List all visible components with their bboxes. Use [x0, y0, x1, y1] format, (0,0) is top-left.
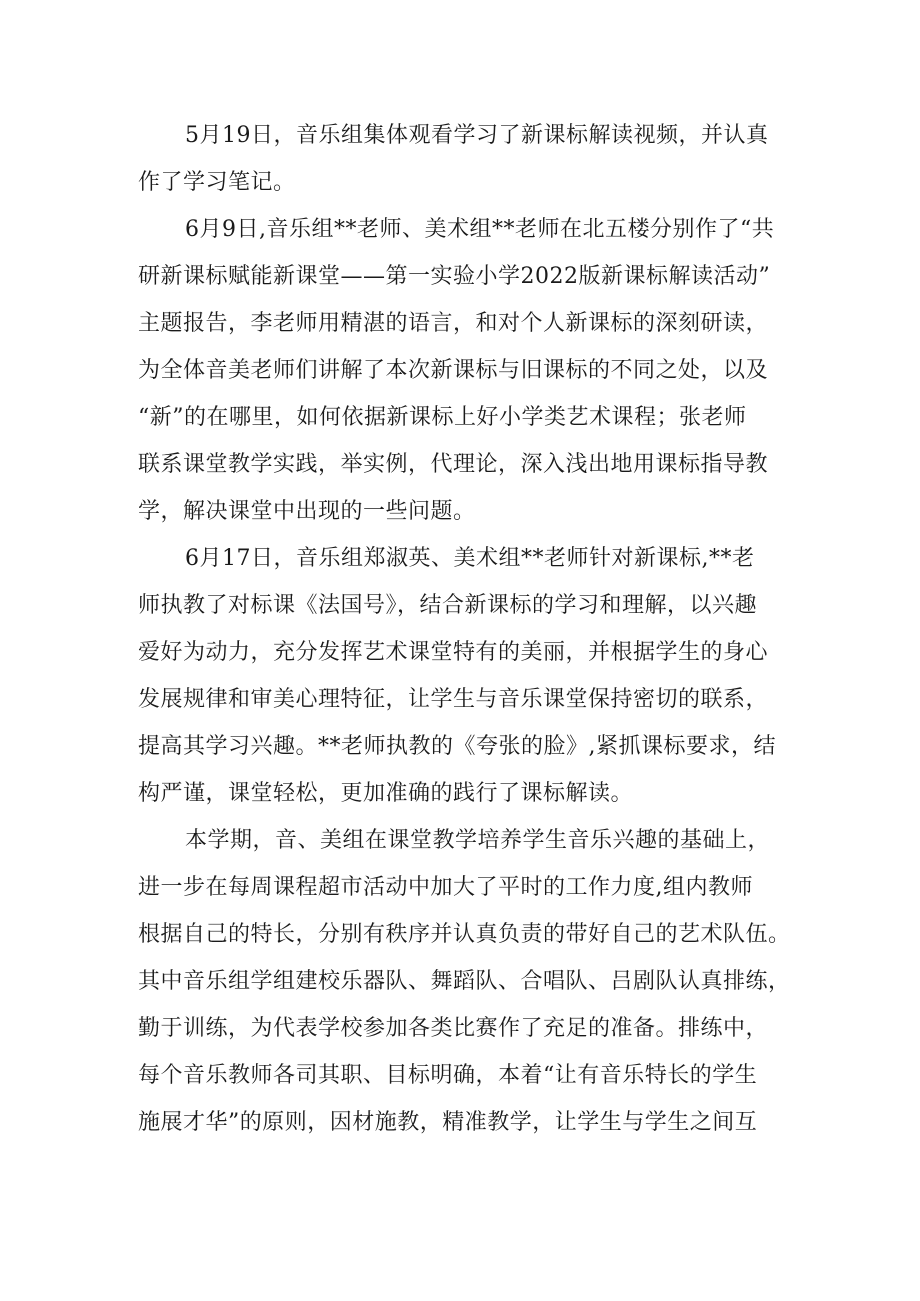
text-line: 5月19日，音乐组集体观看学习了新课标解读视频，并认真 — [185, 123, 769, 148]
text-line: 施展才华”的原则，因材施教，精准教学，让学生与学生之间互 — [138, 1110, 758, 1135]
text-line: 构严谨，课堂轻松，更加准确的践行了课标解读。 — [138, 781, 634, 806]
text-line: 6月17日，音乐组郑淑英、美术组**老师针对新课标,**老 — [185, 546, 755, 571]
text-line: 6月9日,音乐组**老师、美术组**老师在北五楼分别作了“共 — [185, 217, 775, 242]
text-line: 其中音乐组学组建校乐器队、舞蹈队、合唱队、吕剧队认真排练， — [138, 969, 791, 994]
text-line: 勤于训练，为代表学校参加各类比赛作了充足的准备。排练中， — [138, 1016, 769, 1041]
text-line: 师执教了对标课《法国号》，结合新课标的学习和理解，以兴趣 — [138, 593, 758, 618]
text-line: 为全体音美老师们讲解了本次新课标与旧课标的不同之处，以及 — [138, 358, 769, 383]
text-line: 作了学习笔记。 — [138, 170, 296, 195]
text-line: 爱好为动力，充分发挥艺术课堂特有的美丽，并根据学生的身心 — [138, 640, 769, 665]
text-line: 每个音乐教师各司其职、目标明确，本着“让有音乐特长的学生 — [138, 1063, 758, 1088]
text-line: 主题报告，李老师用精湛的语言，和对个人新课标的深刻研读， — [138, 311, 769, 336]
text-line: 进一步在每周课程超市活动中加大了平时的工作力度,组内教师 — [138, 875, 753, 900]
text-line: 研新课标赋能新课堂——第一实验小学2022版新课标解读活动” — [138, 264, 771, 289]
text-line: 提高其学习兴趣。**老师执教的《夸张的脸》,紧抓课标要求，结 — [138, 734, 776, 759]
text-line: 发展规律和审美心理特征，让学生与音乐课堂保持密切的联系， — [138, 687, 769, 712]
text-line: 联系课堂教学实践，举实例，代理论，深入浅出地用课标指导教 — [138, 452, 769, 477]
text-line: 根据自己的特长，分别有秩序并认真负责的带好自己的艺术队伍。 — [138, 922, 791, 947]
text-line: 本学期，音、美组在课堂教学培养学生音乐兴趣的基础上， — [185, 828, 771, 853]
text-line: 学，解决课堂中出现的一些问题。 — [138, 499, 476, 524]
text-line: “新”的在哪里，如何依据新课标上好小学类艺术课程；张老师 — [138, 405, 747, 430]
